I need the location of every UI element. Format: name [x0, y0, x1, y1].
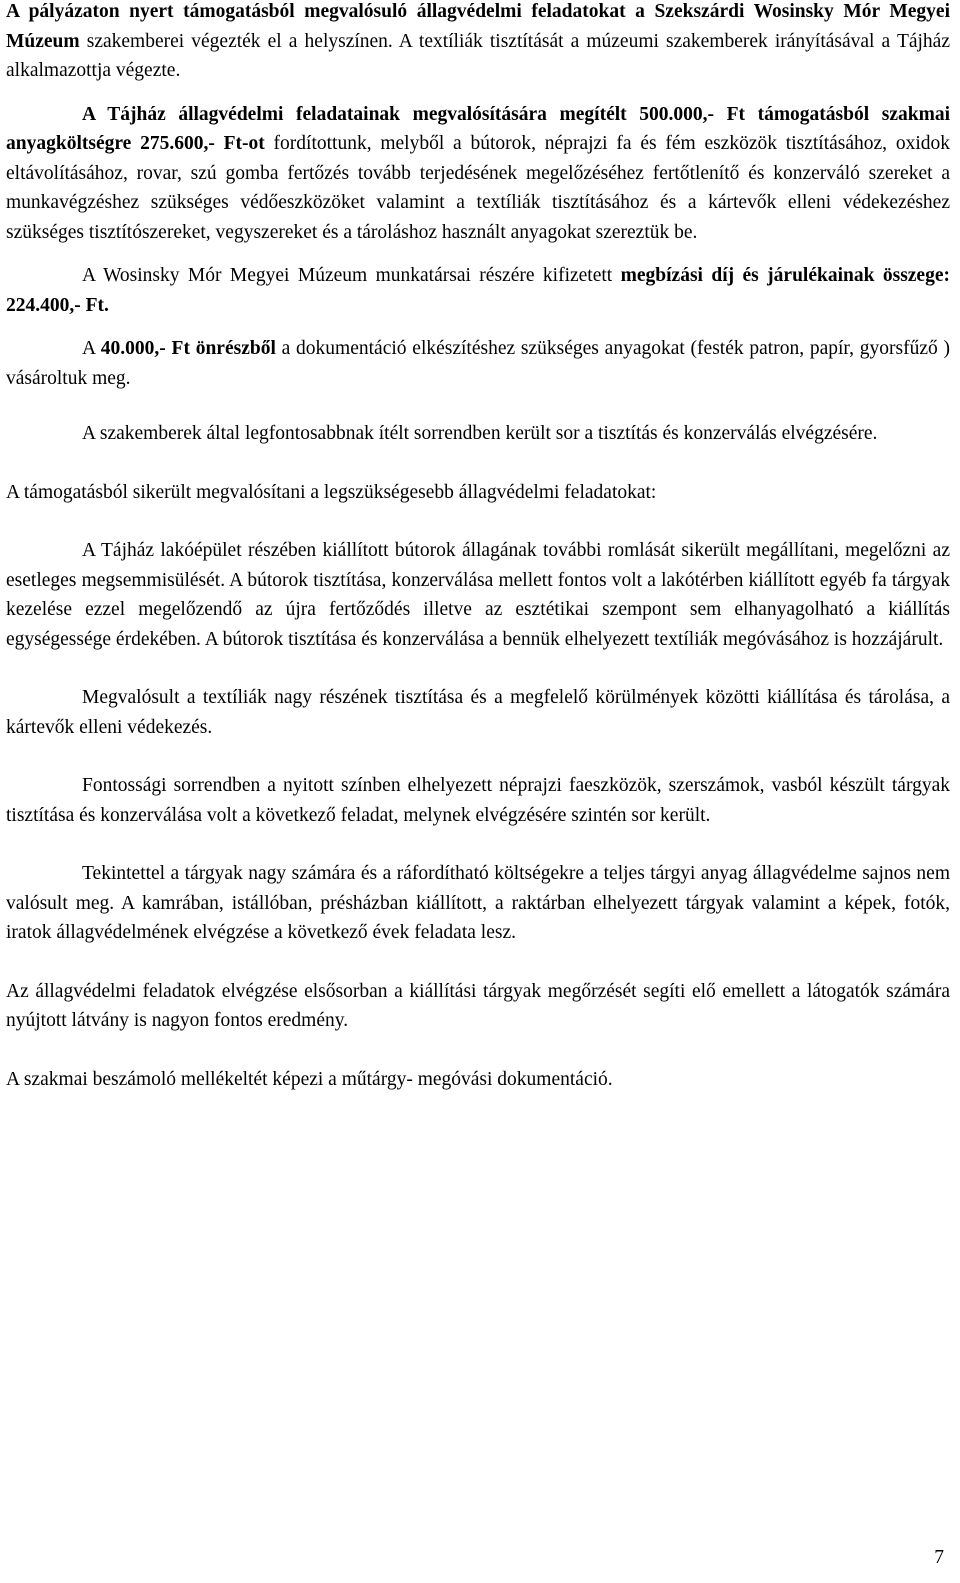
bold-text: A pályázaton nyert támogatásból megvalósuló állagvédelmi feladatokat a Szekszárdi Wosinsky Mór Megyei Múzeum	[6, 1, 950, 52]
paragraph-outcome: Az állagvédelmi feladatok elvégzése elsősorban a kiállítási tárgyak megőrzését segíti elő emellett a látogatók számára nyújtott látvány is nagyon fontos eredmény.	[6, 980, 950, 1031]
paragraph-textiles: Megvalósult a textíliák nagy részének tisztítása és a megfelelő körülmények közötti kiállítása és tárolása, a kártevők elleni védekezés.	[6, 687, 950, 738]
document-page	[6, 0, 950, 1094]
page-number: 7	[934, 1547, 944, 1568]
paragraph-remaining-tasks: Tekintettel a tárgyak nagy számára és a ráfordítható költségekre a teljes tárgyi anyag állagvédelme sajnos nem valósult meg. A kamrában, istállóban, présházban kiállított, a raktárban elhelyezett tárgyak valamint a képek, fotók, iratok állagvédelmének elvégzése a következő évek feladata lesz.	[6, 863, 950, 943]
body-text: A	[82, 338, 101, 359]
bold-text: A Tájház állagvédelmi feladatainak megvalósítására megítélt 500.000,- Ft támogatásból szakmai anyagköltségre 275.600,- Ft-ot	[6, 103, 950, 154]
paragraph-attachment-note: A szakmai beszámoló mellékeltét képezi a műtárgy- megóvási dokumentáció.	[6, 1068, 613, 1090]
paragraph-material-costs	[6, 100, 950, 248]
body-text: a dokumentáció elkészítéshez szükséges anyagokat (festék patron, papír, gyorsfűző ) vásároltuk meg.	[6, 338, 950, 389]
paragraph-fees	[6, 261, 950, 320]
paragraph-own-contribution	[6, 334, 950, 393]
body-text: fordítottunk, melyből a bútorok, néprajzi fa és fém eszközök tisztításához, oxidok eltávolításához, rovar, szú gomba fertőzés tovább terjedésének megelőzéséhez fertőtlenítő és konzerváló szereket a munkavégzéshez szükséges védőeszközöket valamint a textíliák tisztításához és a kártevők elleni védekezéshez szükséges tisztítószereket, vegyszereket és a tároláshoz használt anyagokat szereztük be.	[6, 133, 950, 243]
body-text: szakemberei végezték el a helyszínen. A textíliák tisztítását a múzeumi szakemberek irányításával a Tájház alkalmazottja végezte.	[6, 30, 950, 81]
body-text: A Wosinsky Mór Megyei Múzeum munkatársai részére kifizetett	[82, 265, 621, 286]
bold-text: 40.000,- Ft önrészből	[100, 338, 276, 359]
paragraph-priority-order: A szakemberek által legfontosabbnak ítélt sorrendben került sor a tisztítás és konzerválás elvégzésére.	[82, 423, 878, 444]
paragraph-implementation	[6, 0, 950, 86]
paragraph-furniture: A Tájház lakóépület részében kiállított bútorok állagának további romlását sikerült megállítani, megelőzni az esetleges megsemmisülését. A bútorok tisztítása, konzerválása mellett fontos volt a lakótérben kiállított egyéb fa tárgyak kezelése ezzel megelőzendő az újra fertőződés illetve az esztétikai szempont sem elhanyagolható a kiállítás egységessége érdekében. A bútorok tisztítása és konzerválása a bennük elhelyezett textíliák megóvásához is hozzájárult.	[6, 540, 950, 650]
paragraph-achievements-intro: A támogatásból sikerült megvalósítani a legszükségesebb állagvédelmi feladatokat:	[6, 481, 657, 503]
paragraph-wooden-tools: Fontossági sorrendben a nyitott színben elhelyezett néprajzi faeszközök, szerszámok, vasból készült tárgyak tisztítása és konzerválása volt a következő feladat, melynek elvégzésére szintén sor került.	[6, 775, 950, 826]
bold-text: megbízási díj és járulékainak összege: 224.400,- Ft.	[6, 265, 950, 316]
